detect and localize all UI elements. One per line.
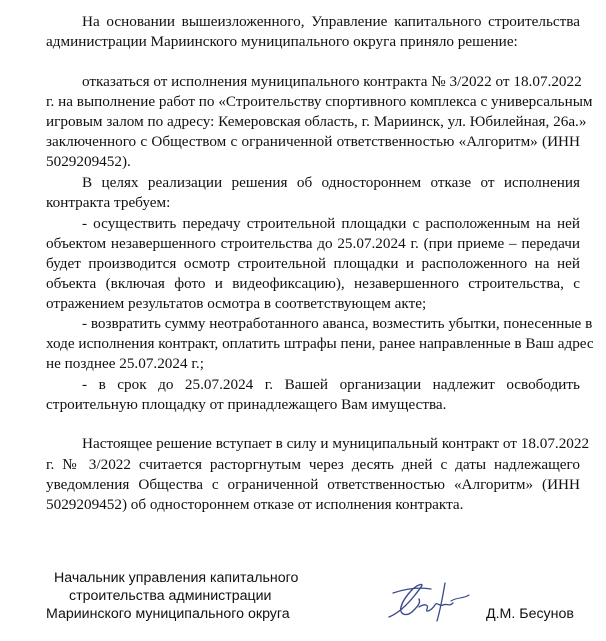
paragraph-effective-line-4: 5029209452) об одностороннем отказе от исполнения контракта. xyxy=(46,496,464,513)
item-transfer-site-line-1: - осуществить передачу строительной площадки с расположенным на ней xyxy=(82,215,580,232)
paragraph-refusal-line-3: игровым залом по адресу: Кемеровская область, г. Мариинск, ул. Юбилейная, 26а.» xyxy=(46,113,587,130)
handwritten-signature xyxy=(385,577,475,625)
item-transfer-site-line-2: объектом незавершенного строительства до 25.07.2024 г. (при приеме – передачи xyxy=(46,235,580,252)
signatory-position-line-3: Мариинского муниципального округа xyxy=(46,606,290,622)
paragraph-effective-line-3: уведомления Общества с ограниченной ответственностью «Алгоритм» (ИНН xyxy=(46,476,580,493)
paragraph-intro-line-2: администрации Мариинского муниципального округа приняло решение: xyxy=(46,33,518,50)
paragraph-refusal-line-2: г. на выполнение работ по «Строительству спортивного комплекса с универсальным xyxy=(46,93,593,110)
paragraph-refusal-line-5: 5029209452). xyxy=(46,153,131,170)
item-vacate-line-1: - в срок до 25.07.2024 г. Вашей организации надлежит освободить xyxy=(82,376,580,393)
paragraph-requirements-line-1: В целях реализации решения об одностороннем отказе от исполнения xyxy=(82,174,580,191)
paragraph-refusal-line-4: заключенного с Обществом с ограниченной ответственностью «Алгоритм» (ИНН xyxy=(46,133,580,150)
signatory-position-line-2: строительства администрации xyxy=(69,588,272,604)
signatory-name: Д.М. Бесунов xyxy=(486,606,574,622)
paragraph-effective-line-2: г. № 3/2022 считается расторгнутым через десять дней с даты надлежащего xyxy=(46,456,580,473)
signatory-position-line-1: Начальник управления капитального xyxy=(54,570,299,586)
item-refund-line-3: не позднее 25.07.2024 г.; xyxy=(46,355,204,372)
paragraph-requirements-line-2: контракта требуем: xyxy=(46,194,171,211)
item-refund-line-2: ходе исполнения контракт, оплатить штрафы пени, ранее направленные в Ваш адрес xyxy=(46,335,594,352)
item-transfer-site-line-5: отражением результатов осмотра в соответствующем акте; xyxy=(46,295,427,312)
paragraph-intro-line-1: На основании вышеизложенного, Управление капитального строительства xyxy=(82,13,580,30)
item-transfer-site-line-4: объекта (включая фото и видеофиксацию), незавершенного строительства, с xyxy=(46,275,580,292)
item-transfer-site-line-3: будет производится осмотр строительной площадки и расположенного на ней xyxy=(46,255,580,272)
item-vacate-line-2: строительную площадку от принадлежащего Вам имущества. xyxy=(46,396,447,413)
paragraph-effective-line-1: Настоящее решение вступает в силу и муниципальный контракт от 18.07.2022 xyxy=(82,435,590,452)
paragraph-refusal-line-1: отказаться от исполнения муниципального контракта № 3/2022 от 18.07.2022 xyxy=(82,73,582,90)
item-refund-line-1: - возвратить сумму неотработанного аванса, возместить убытки, понесенные в xyxy=(82,315,593,332)
